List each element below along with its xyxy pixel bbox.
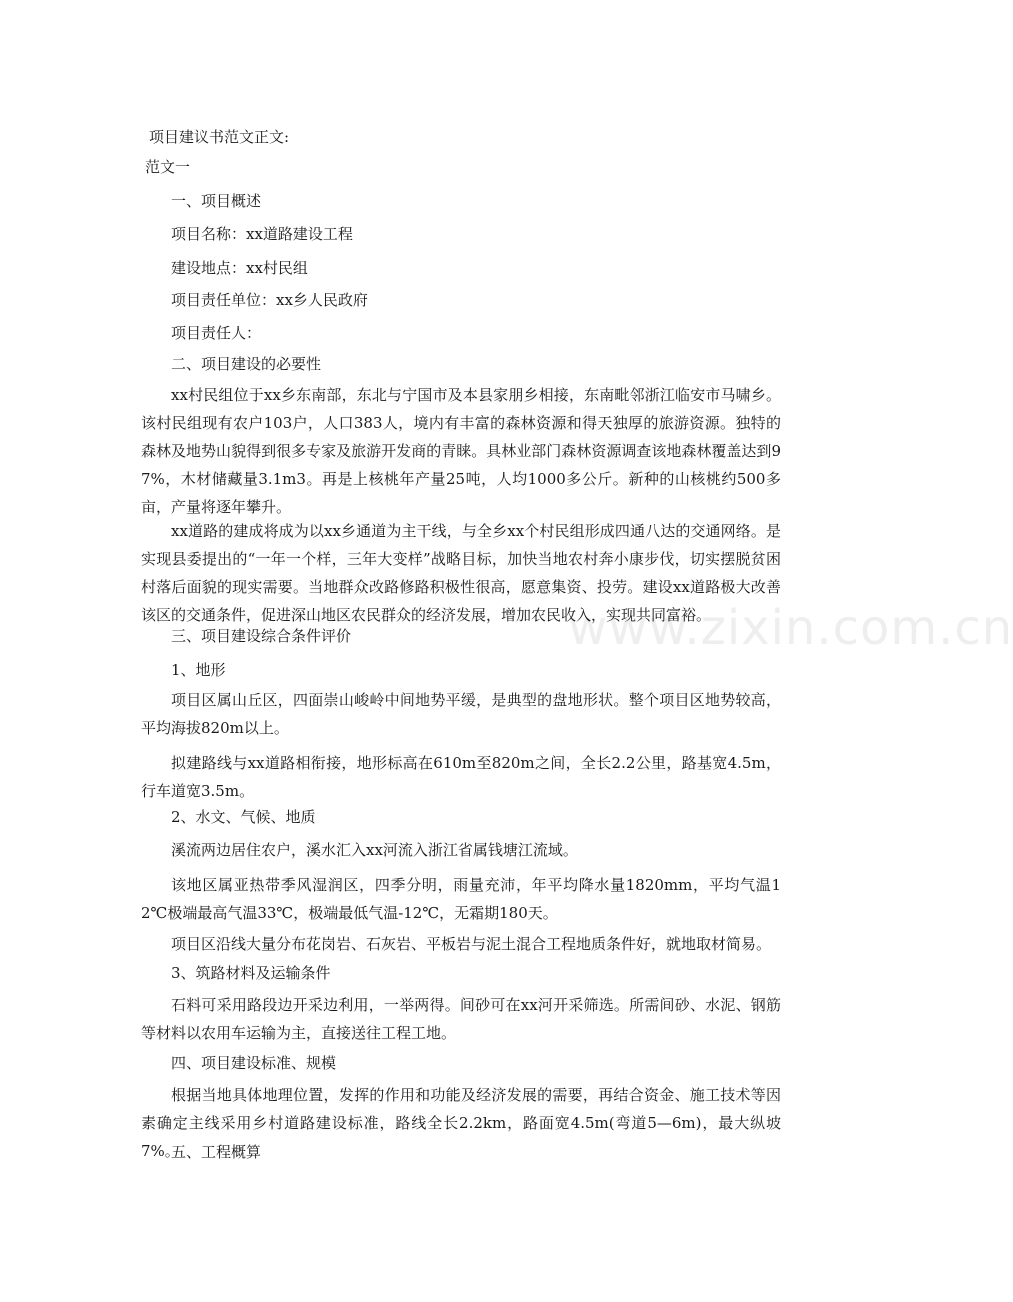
section2-paragraph-1: xx村民组位于xx乡东南部，东北与宁国市及本县家朋乡相接，东南毗邻浙江临安市马啸乡。该村民组现有农户103户，人口383人，境内有丰富的森林资源和得天独厚的旅游资源。独特的森林及地势山貌得到很多专家及旅游开发商的青睐。具林业部门森林资源调查该地森林覆盖达到97%，木材储藏量3.1m3。再是上核桃年产量25吨，人均1000多公斤。新种的山核桃约500多亩，产量将逐年攀升。 [141, 386, 781, 516]
section3-heading: 三、项目建设综合条件评价 [171, 627, 352, 645]
responsible-person: 项目责任人： [171, 324, 262, 342]
responsible-unit: 项目责任单位：xx乡人民政府 [171, 291, 368, 309]
sub2-heading: 2、水文、气候、地质 [171, 808, 316, 826]
sub1-heading: 1、地形 [171, 661, 226, 679]
sub2-paragraph-1: 溪流两边居住农户，溪水汇入xx河流入浙江省属钱塘江流域。 [171, 841, 578, 859]
watermark: www.zixin.com.cn [568, 600, 1013, 656]
sub2-paragraph-2: 该地区属亚热带季风湿润区，四季分明，雨量充沛，年平均降水量1820mm，平均气温12℃极端最高气温33℃，极端最低气温-12℃，无霜期180天。 [141, 876, 781, 922]
section4-paragraph-1: 根据当地具体地理位置，发挥的作用和功能及经济发展的需要，再结合资金、施工技术等因素确定主线采用乡村道路建设标准，路线全长2.2km，路面宽4.5m(弯道5—6m)，最大纵坡7%。 [141, 1086, 781, 1160]
section2-heading: 二、项目建设的必要性 [171, 355, 322, 373]
sub3-heading: 3、筑路材料及运输条件 [171, 964, 331, 982]
project-name: 项目名称：xx道路建设工程 [171, 225, 353, 243]
sub2-paragraph-3: 项目区沿线大量分布花岗岩、石灰岩、平板岩与泥土混合工程地质条件好，就地取材简易。 [171, 935, 772, 953]
sub1-paragraph-2: 拟建路线与xx道路相衔接，地形标高在610m至820m之间，全长2.2公里，路基宽4.5m，行车道宽3.5m。 [141, 754, 781, 800]
sample-title: 范文一 [145, 158, 191, 176]
sub3-paragraph-1: 石料可采用路段边开采边利用，一举两得。间砂可在xx河开采筛选。所需间砂、水泥、钢筋等材料以农用车运输为主，直接送往工程工地。 [141, 996, 781, 1042]
section2-paragraph-2: xx道路的建成将成为以xx乡通道为主干线，与全乡xx个村民组形成四通八达的交通网络。是实现县委提出的“一年一个样，三年大变样”战略目标，加快当地农村奔小康步伐，切实摆脱贫困村落后面貌的现实需要。当地群众改路修路积极性很高，愿意集资、投劳。建设xx道路极大改善该区的交通条件，促进深山地区农民群众的经济发展，增加农民收入，实现共同富裕。 [141, 522, 781, 624]
section4-heading: 四、项目建设标准、规模 [171, 1054, 337, 1072]
section1-heading: 一、项目概述 [171, 192, 262, 210]
section5-heading: 五、工程概算 [171, 1143, 262, 1161]
sub1-paragraph-1: 项目区属山丘区，四面崇山峻岭中间地势平缓，是典型的盘地形状。整个项目区地势较高，平均海拔820m以上。 [141, 691, 781, 737]
intro-title: 项目建议书范文正文: [149, 128, 290, 146]
project-location: 建设地点：xx村民组 [171, 259, 308, 277]
